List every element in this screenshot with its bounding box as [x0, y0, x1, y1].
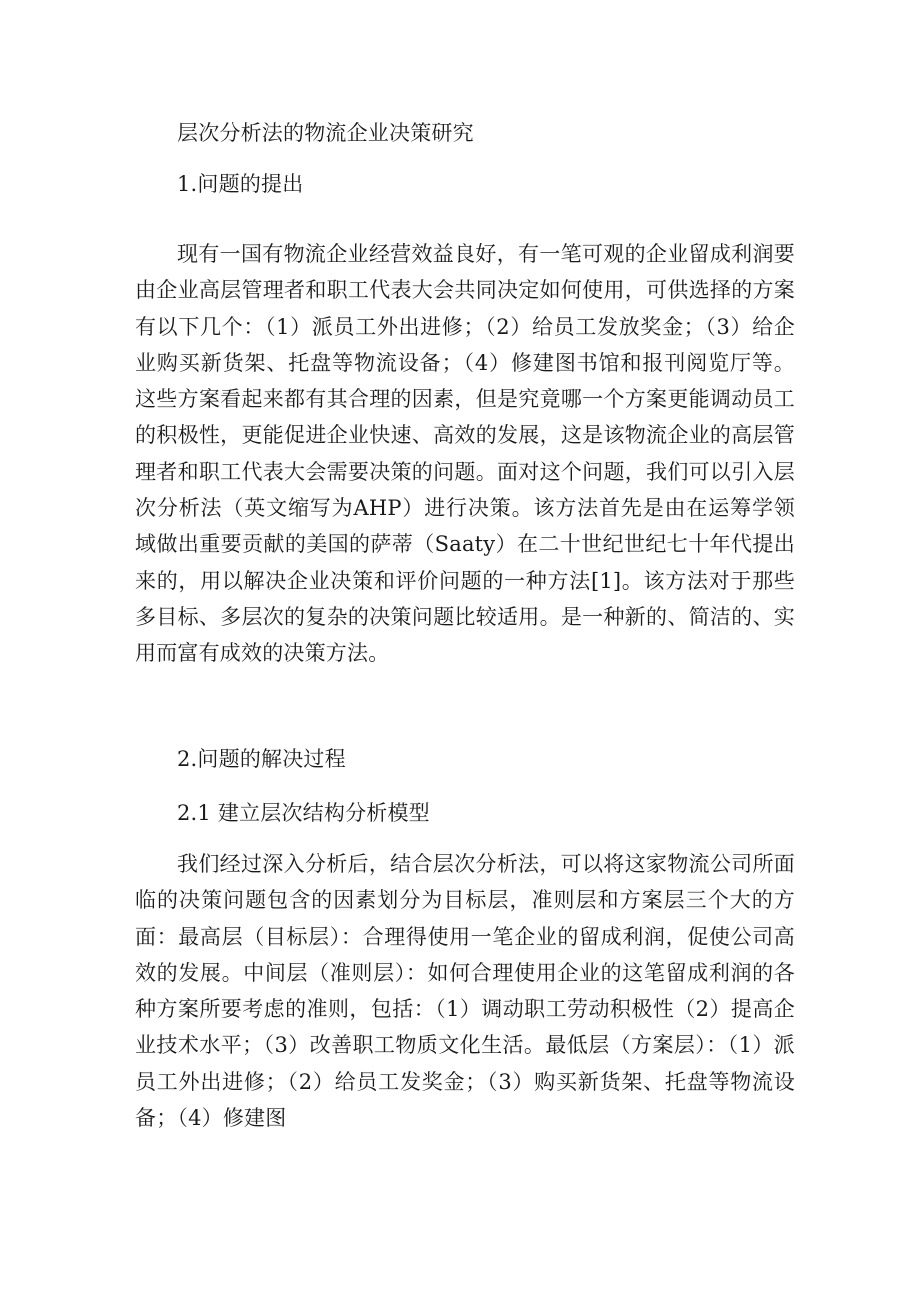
paragraph-hierarchy-model: 我们经过深入分析后，结合层次分析法，可以将这家物流公司所面临的决策问题包含的因素划分为目标层，准则层和方案层三个大的方面：最高层（目标层）：合理得使用一笔企业的留成利润，促使公司高效的发展。中间层（准则层）：如何合理使用企业的这笔留成利润的各种方案所要考虑的准则，包括：（1）调动职工劳动积极性（2）提高企业技术水平；（3）改善职工物质文化生活。最低层（方案层）：（1）派员工外出进修；（2）给员工发奖金；（3）购买新货架、托盘等物流设备；（4）修建图 [135, 852, 795, 1131]
paragraph-problem-statement: 现有一国有物流企业经营效益良好，有一笔可观的企业留成利润要由企业高层管理者和职工代表大会共同决定如何使用，可供选择的方案有以下几个：（1）派员工外出进修；（2）给员工发放奖金；（3）给企业购买新货架、托盘等物流设备；（4）修建图书馆和报刊阅览厅等。这些方案看起来都有其合理的因素，但是究竟哪一个方案更能调动员工的积极性，更能促进企业快速、高效的发展，这是该物流企业的高层管理者和职工代表大会需要决策的问题。面对这个问题，我们可以引入层次分析法（英文缩写为AHP）进行决策。该方法首先是由在运筹学领域做出重要贡献的美国的萨蒂（Saaty）在二十世纪世纪七十年代提出来的，用以解决企业决策和评价问题的一种方法[1]。该方法对于那些多目标、多层次的复杂的决策问题比较适用。是一种新的、简洁的、实用而富有成效的决策方法。 [135, 242, 795, 666]
document-title: 层次分析法的物流企业决策研究 [177, 121, 474, 145]
subsection-heading-2-1: 2.1 建立层次结构分析模型 [177, 801, 430, 825]
section-heading-2: 2.问题的解决过程 [177, 747, 346, 771]
section-heading-1: 1.问题的提出 [177, 172, 304, 196]
